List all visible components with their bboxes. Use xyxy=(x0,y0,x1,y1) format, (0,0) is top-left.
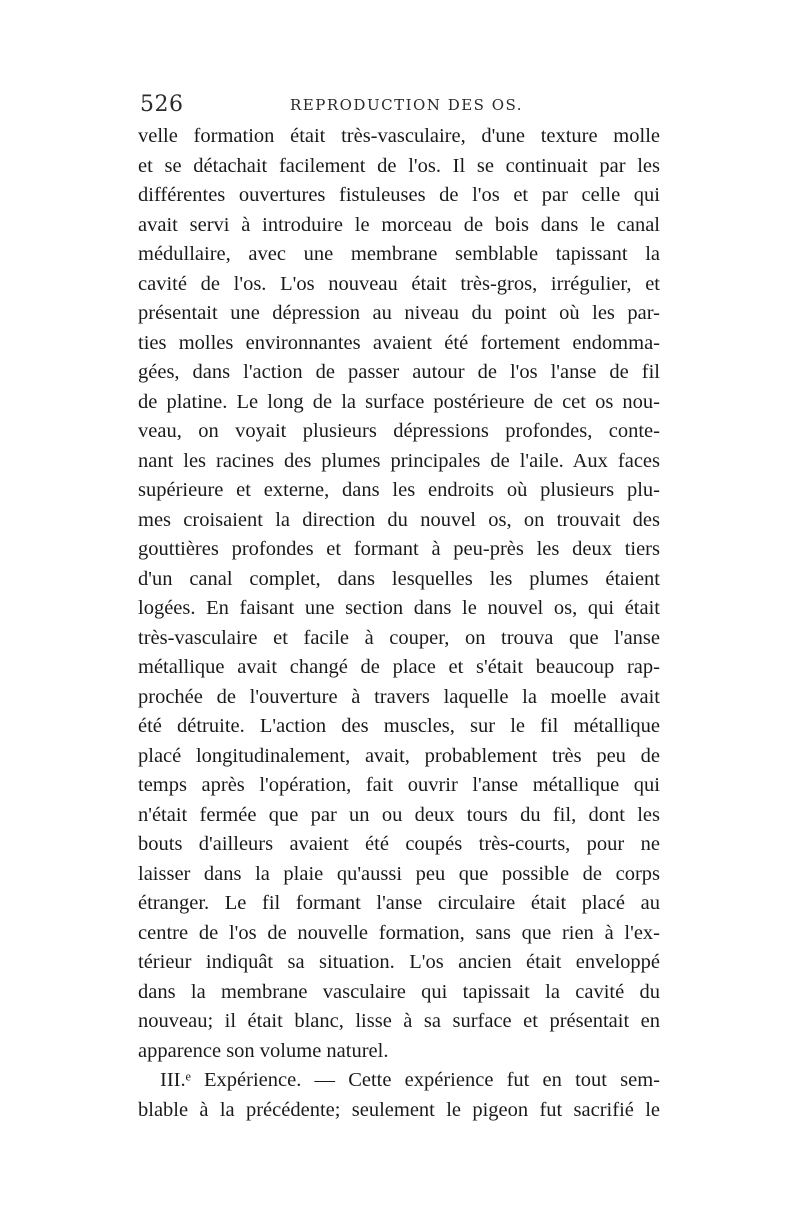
text-line: n'était fermée que par un ou deux tours du fil, dont les xyxy=(138,803,660,826)
text-line: très-vasculaire et facile à couper, on trouva que l'anse xyxy=(138,626,660,649)
running-head: REPRODUCTION DES OS. xyxy=(290,96,524,114)
text-line: blable à la précédente; seulement le pigeon fut sacrifié le xyxy=(138,1098,660,1121)
text-line: bouts d'ailleurs avaient été coupés très-courts, pour ne xyxy=(138,833,660,855)
text-line: nant les racines des plumes principales de l'aile. Aux faces xyxy=(138,449,660,472)
text-line: métallique avait changé de place et s'était beaucoup rap- xyxy=(138,656,660,678)
text-line: temps après l'opération, fait ouvrir l'anse métallique qui xyxy=(138,774,660,796)
text-line: avait servi à introduire le morceau de bois dans le canal xyxy=(138,213,660,236)
body-text xyxy=(138,122,660,1125)
text-line: placé longitudinalement, avait, probablement très peu de xyxy=(138,744,660,767)
text-line: ties molles environnantes avaient été fortement endomma- xyxy=(138,331,660,354)
text-line: dans la membrane vasculaire qui tapissait la cavité du xyxy=(138,980,660,1003)
text-line: présentait une dépression au niveau du point où les par- xyxy=(138,302,660,324)
text-line: d'un canal complet, dans lesquelles les plumes étaient xyxy=(138,567,660,590)
text-line: cavité de l'os. L'os nouveau était très-gros, irrégulier, et xyxy=(138,272,660,295)
text-line: différentes ouvertures fistuleuses de l'os et par celle qui xyxy=(138,184,660,206)
page-number: 526 xyxy=(140,92,184,117)
text-line: été détruite. L'action des muscles, sur le fil métallique xyxy=(138,715,660,737)
text-line: supérieure et externe, dans les endroits où plusieurs plu- xyxy=(138,479,660,501)
text-line: mes croisaient la direction du nouvel os, on trouvait des xyxy=(138,508,660,531)
text-line: gées, dans l'action de passer autour de l'os l'anse de fil xyxy=(138,361,660,383)
text-line: étranger. Le fil formant l'anse circulaire était placé au xyxy=(138,892,660,914)
page-header xyxy=(140,92,660,120)
text-line: nouveau; il était blanc, lisse à sa surface et présentait en xyxy=(138,1010,660,1032)
text-line: prochée de l'ouverture à travers laquelle la moelle avait xyxy=(138,685,660,708)
experiment-heading-line: III.ᵉ Expérience. — Cette expérience fut en tout sem- xyxy=(160,1069,660,1091)
text-line: et se détachait facilement de l'os. Il se continuait par les xyxy=(138,154,660,177)
text-line: velle formation était très-vasculaire, d'une texture molle xyxy=(138,125,660,147)
text-line: veau, on voyait plusieurs dépressions profondes, conte- xyxy=(138,420,660,442)
text-line: térieur indiquât sa situation. L'os ancien était enveloppé xyxy=(138,951,660,973)
text-line: gouttières profondes et formant à peu-près les deux tiers xyxy=(138,538,660,560)
text-line: apparence son volume naturel. xyxy=(138,1039,389,1062)
text-line: de platine. Le long de la surface postérieure de cet os nou- xyxy=(138,390,660,413)
text-line: laisser dans la plaie qu'aussi peu que possible de corps xyxy=(138,862,660,885)
text-line: logées. En faisant une section dans le nouvel os, qui était xyxy=(138,597,660,619)
text-line: centre de l'os de nouvelle formation, sans que rien à l'ex- xyxy=(138,921,660,944)
text-line: médullaire, avec une membrane semblable tapissant la xyxy=(138,243,660,265)
